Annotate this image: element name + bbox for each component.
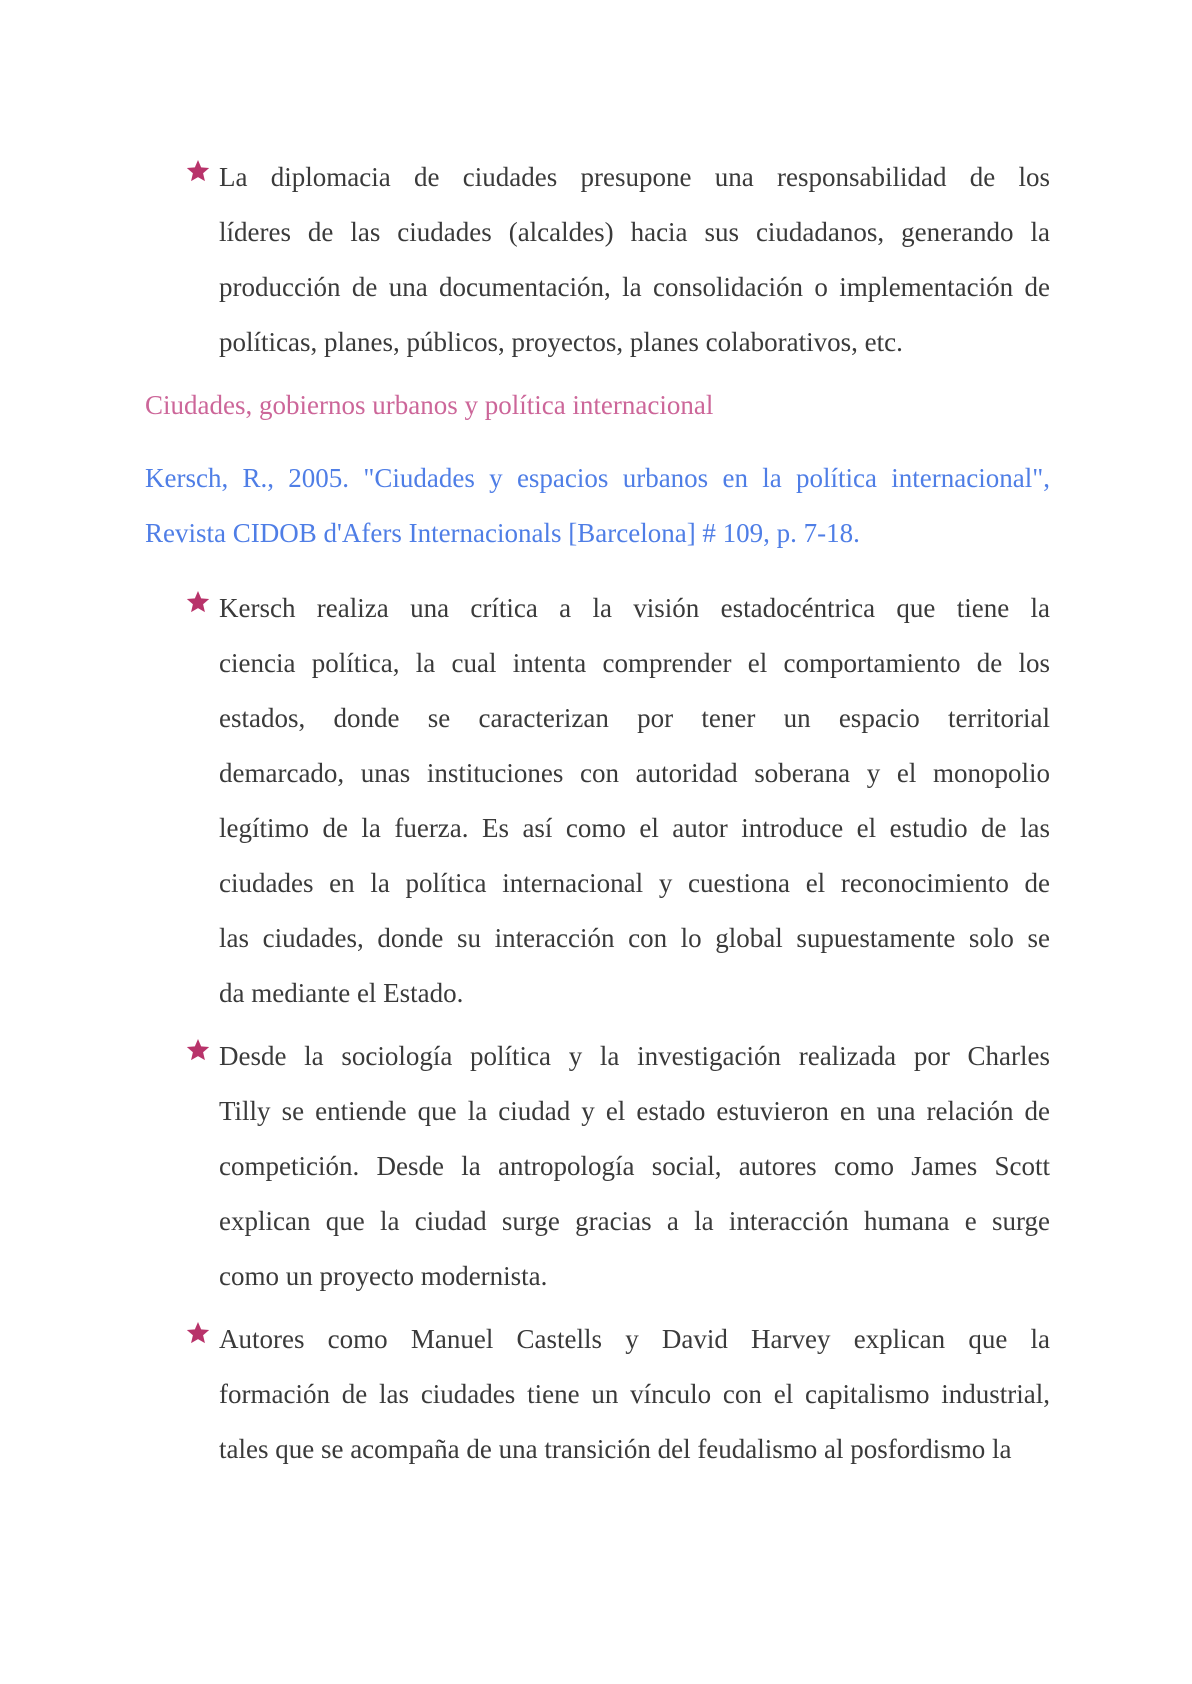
bullet-item	[145, 1029, 1050, 1304]
bullet-text-line: demarcado, unas instituciones con autoridad soberana y el monopolio	[219, 758, 1050, 788]
bullet-list-bottom	[145, 581, 1050, 1477]
bullet-text-line: las ciudades, donde su interacción con lo global supuestamente solo se	[219, 923, 1050, 953]
bullet-text-line: legítimo de la fuerza. Es así como el autor introduce el estudio de las	[219, 813, 1050, 843]
citation	[145, 451, 1050, 561]
bullet-text-line: da mediante el Estado.	[219, 978, 464, 1008]
bullet-text-line: ciencia política, la cual intenta comprender el comportamiento de los	[219, 648, 1050, 678]
bullet-text-line: como un proyecto modernista.	[219, 1261, 548, 1291]
bullet-text-line: tales que se acompaña de una transición del feudalismo al posfordismo la	[219, 1434, 1012, 1464]
star-icon	[185, 1320, 211, 1346]
bullet-text-line: producción de una documentación, la consolidación o implementación de	[219, 272, 1050, 302]
bullet-text-line: explican que la ciudad surge gracias a la interacción humana e surge	[219, 1206, 1050, 1236]
star-icon	[185, 158, 211, 184]
document-body	[145, 150, 1050, 1485]
bullet-text-line: Tilly se entiende que la ciudad y el estado estuvieron en una relación de	[219, 1096, 1050, 1126]
bullet-list-top	[145, 150, 1050, 370]
bullet-text-line: formación de las ciudades tiene un vínculo con el capitalismo industrial,	[219, 1379, 1050, 1409]
bullet-text-line: estados, donde se caracterizan por tener un espacio territorial	[219, 703, 1050, 733]
bullet-text-line: Kersch realiza una crítica a la visión estadocéntrica que tiene la	[219, 593, 1050, 623]
bullet-text-line: Desde la sociología política y la investigación realizada por Charles	[219, 1041, 1050, 1071]
citation-line-2: Revista CIDOB d'Afers Internacionals [Barcelona] # 109, p. 7-18.	[145, 518, 860, 548]
bullet-item	[145, 150, 1050, 370]
bullet-text-line: líderes de las ciudades (alcaldes) hacia sus ciudadanos, generando la	[219, 217, 1050, 247]
star-icon	[185, 1037, 211, 1063]
bullet-text-line: Autores como Manuel Castells y David Harvey explican que la	[219, 1324, 1050, 1354]
bullet-item	[145, 581, 1050, 1021]
star-icon	[185, 589, 211, 615]
bullet-item	[145, 1312, 1050, 1477]
bullet-text-line: ciudades en la política internacional y cuestiona el reconocimiento de	[219, 868, 1050, 898]
bullet-text-line: La diplomacia de ciudades presupone una responsabilidad de los	[219, 162, 1050, 192]
section-heading: Ciudades, gobiernos urbanos y política internacional	[145, 390, 714, 420]
bullet-text-line: competición. Desde la antropología social, autores como James Scott	[219, 1151, 1050, 1181]
citation-line-1: Kersch, R., 2005. "Ciudades y espacios urbanos en la política internacional",	[145, 463, 1050, 493]
bullet-text-line: políticas, planes, públicos, proyectos, planes colaborativos, etc.	[219, 327, 903, 357]
